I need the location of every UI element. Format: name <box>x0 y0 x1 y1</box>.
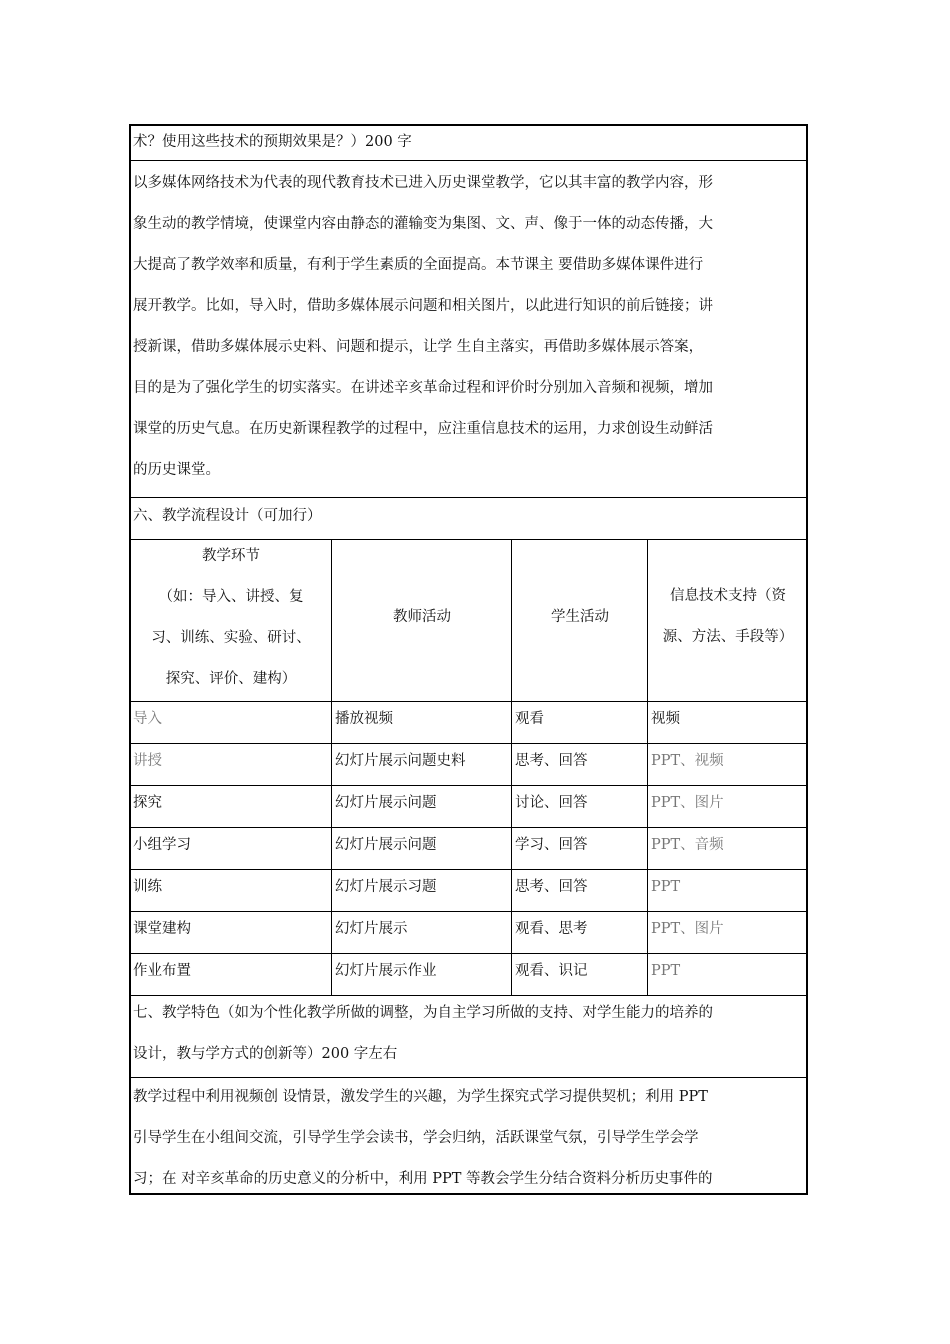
row-divider <box>129 785 808 786</box>
cell-stage: 训练 <box>133 879 162 895</box>
paragraph-line: 展开教学。比如，导入时，借助多媒体展示问题和相关图片，以此进行知识的前后链接；讲 <box>133 298 713 314</box>
row-divider <box>129 701 808 702</box>
cell-tech: PPT <box>651 879 681 895</box>
header-stage <box>133 546 329 689</box>
cell-stage: 导入 <box>133 711 162 727</box>
cell-student: 学习、回答 <box>515 837 588 853</box>
row-divider <box>129 827 808 828</box>
cell-teacher: 幻灯片展示 <box>335 921 408 937</box>
column-divider <box>511 539 512 995</box>
paragraph-line: 引导学生在小组间交流，引导学生学会读书，学会归纳，活跃课堂气氛，引导学生学会学 <box>133 1130 699 1146</box>
row-divider <box>129 743 808 744</box>
cell-tech: PPT <box>651 963 681 979</box>
header-stage-line: （如：导入、讲授、复 <box>158 589 304 605</box>
section6-title: 六、教学流程设计（可加行） <box>133 508 322 524</box>
row-divider <box>129 539 808 540</box>
section7-title-line: 设计，教与学方式的创新等）200 字左右 <box>133 1046 398 1062</box>
paragraph-line: 大提高了教学效率和质量，有利于学生素质的全面提高。本节课主 要借助多媒体课件进行 <box>133 257 704 273</box>
header-student: 学生活动 <box>551 609 609 625</box>
row-divider <box>129 869 808 870</box>
section5-question-tail: 术？使用这些技术的预期效果是？）200 字 <box>133 134 412 150</box>
cell-student: 思考、回答 <box>515 879 588 895</box>
section7-title-line: 七、教学特色（如为个性化教学所做的调整，为自主学习所做的支持、对学生能力的培养的 <box>133 1005 713 1021</box>
paragraph-line: 象生动的教学情境，使课堂内容由静态的灌输变为集图、文、声、像于一体的动态传播，大 <box>133 216 713 232</box>
cell-stage: 讲授 <box>133 753 162 769</box>
header-teacher: 教师活动 <box>393 609 451 625</box>
paragraph-line: 授新课，借助多媒体展示史料、问题和提示，让学 生自主落实，再借助多媒体展示答案， <box>133 339 704 355</box>
cell-student: 讨论、回答 <box>515 795 588 811</box>
row-divider <box>129 995 808 996</box>
cell-stage: 作业布置 <box>133 963 191 979</box>
row-divider <box>129 160 808 161</box>
header-stage-line: 习、训练、实验、研讨、 <box>151 630 311 646</box>
cell-tech: PPT、音频 <box>651 837 724 853</box>
cell-teacher: 幻灯片展示问题 <box>335 837 437 853</box>
cell-student: 思考、回答 <box>515 753 588 769</box>
cell-student: 观看、识记 <box>515 963 588 979</box>
column-divider <box>647 539 648 995</box>
header-stage-line: 教学环节 <box>202 548 260 564</box>
row-divider <box>129 911 808 912</box>
column-divider <box>331 539 332 995</box>
cell-teacher: 幻灯片展示习题 <box>335 879 437 895</box>
cell-teacher: 幻灯片展示作业 <box>335 963 437 979</box>
cell-tech: PPT、图片 <box>651 795 724 811</box>
cell-tech: PPT、视频 <box>651 753 724 769</box>
cell-stage: 探究 <box>133 795 162 811</box>
cell-stage: 小组学习 <box>133 837 191 853</box>
cell-teacher: 播放视频 <box>335 711 393 727</box>
paragraph-line: 目的是为了强化学生的切实落实。在讲述辛亥革命过程和评价时分别加入音频和视频，增加 <box>133 380 713 396</box>
paragraph-line: 习；在 对辛亥革命的历史意义的分析中，利用 PPT 等教会学生分结合资料分析历史事件的 <box>133 1171 713 1187</box>
cell-student: 观看 <box>515 711 544 727</box>
paragraph-line: 的历史课堂。 <box>133 462 220 478</box>
cell-tech: 视频 <box>651 711 680 727</box>
header-tech-line: 信息技术支持（资 <box>670 588 786 604</box>
paragraph-line: 教学过程中利用视频创 设情景，激发学生的兴趣，为学生探究式学习提供契机；利用 PPT <box>133 1089 708 1105</box>
paragraph-line: 以多媒体网络技术为代表的现代教育技术已进入历史课堂教学，它以其丰富的教学内容，形 <box>133 175 713 191</box>
row-divider <box>129 1077 808 1078</box>
header-tech <box>649 586 807 647</box>
cell-teacher: 幻灯片展示问题史料 <box>335 753 466 769</box>
cell-stage: 课堂建构 <box>133 921 191 937</box>
cell-teacher: 幻灯片展示问题 <box>335 795 437 811</box>
header-stage-line: 探究、评价、建构） <box>165 671 297 687</box>
row-divider <box>129 953 808 954</box>
cell-tech: PPT、图片 <box>651 921 724 937</box>
paragraph-line: 课堂的历史气息。在历史新课程教学的过程中，应注重信息技术的运用，力求创设生动鲜活 <box>133 421 713 437</box>
cell-student: 观看、思考 <box>515 921 588 937</box>
row-divider <box>129 497 808 498</box>
header-tech-line: 源、方法、手段等） <box>662 629 794 645</box>
